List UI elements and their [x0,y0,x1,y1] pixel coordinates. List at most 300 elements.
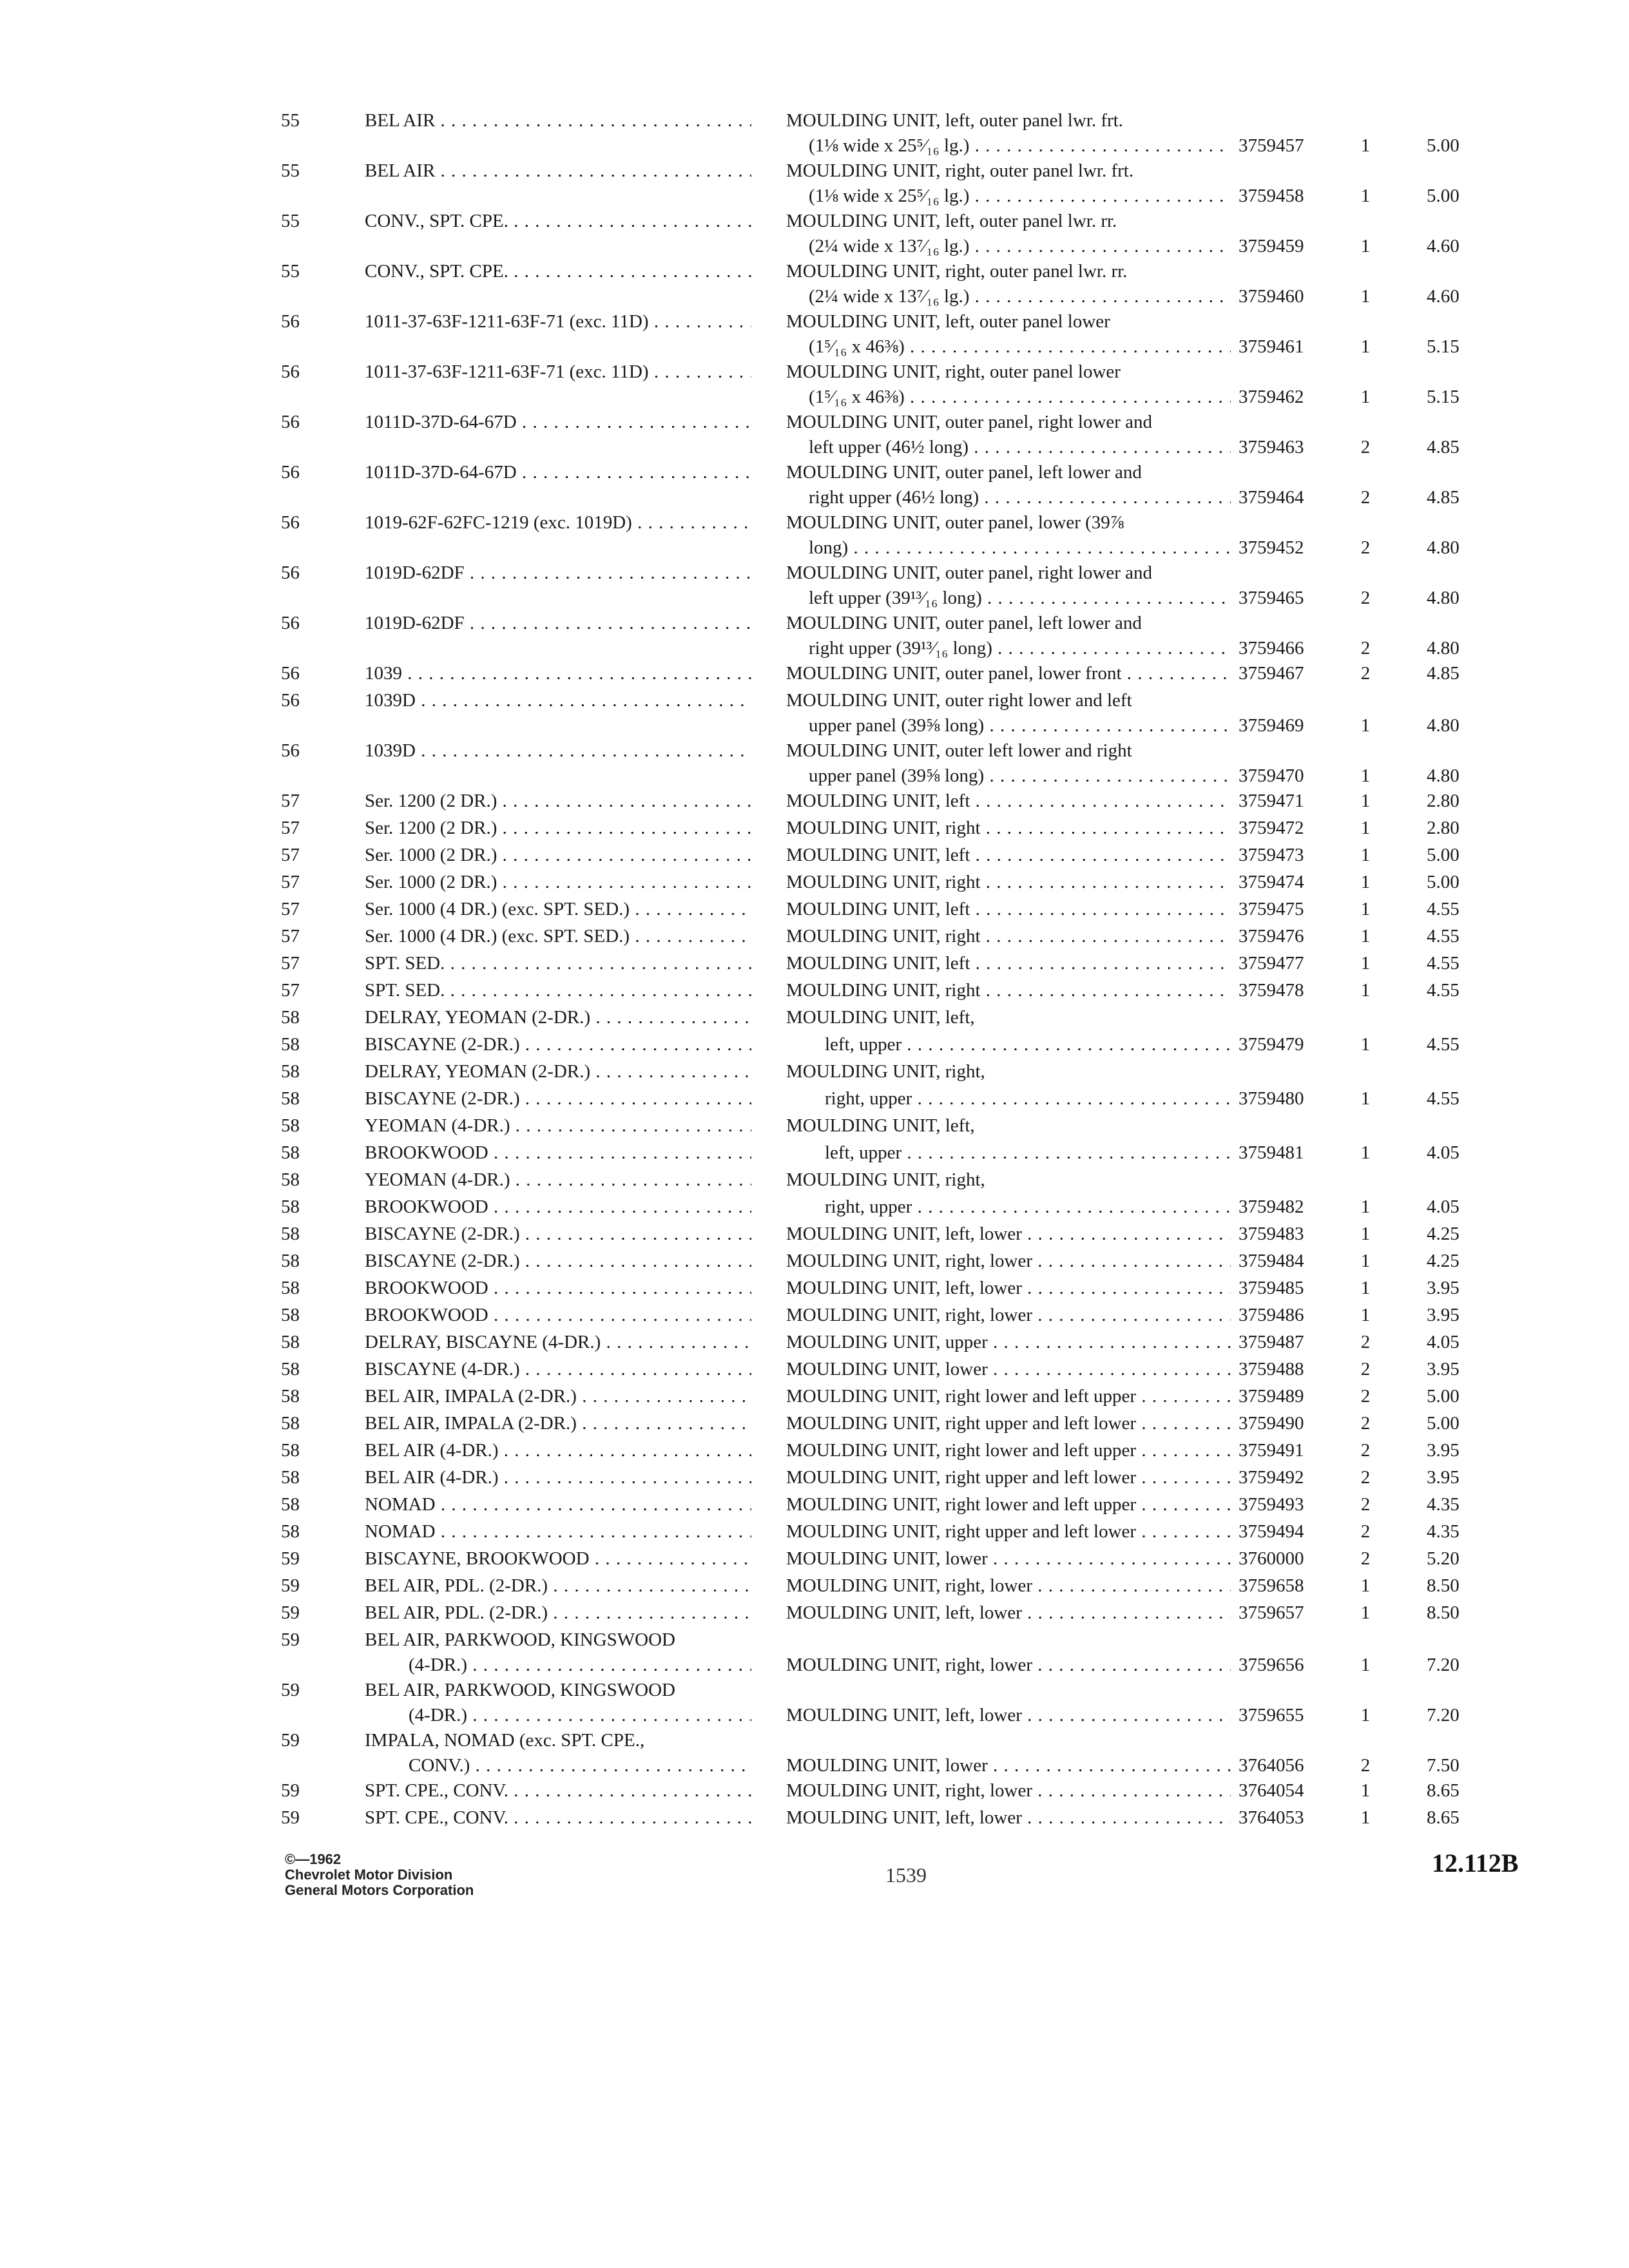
model-cell [365,1411,751,1436]
description-text: long) [809,537,849,558]
model-text: 1039D [365,740,416,761]
description-text: MOULDING UNIT, right, [786,1061,985,1082]
part-number: 3759472 [1239,818,1304,838]
model-year: 58 [281,1034,300,1055]
table-row [0,1113,1629,1140]
catalog-code: 12.112B [1432,1849,1519,1878]
model-year: 58 [281,1305,300,1325]
quantity: 2 [1360,487,1371,508]
model-cell [365,1113,751,1139]
division-line: Chevrolet Motor Division [285,1867,453,1883]
model-cell [365,108,751,133]
table-row [0,897,1629,924]
description-cell [786,1678,1231,1728]
model-year: 58 [281,1494,300,1515]
model-cell [365,951,751,976]
model-cell [365,1678,751,1728]
model-cell [365,1465,751,1490]
price: 2.80 [1427,791,1460,811]
description-text: MOULDING UNIT, left, lower [786,1224,1022,1244]
description-text: MOULDING UNIT, outer panel, lower (39⅞ [786,512,1124,533]
model-cell [365,209,751,234]
quantity: 1 [1360,845,1371,865]
table-row [0,661,1629,688]
description-cell [786,159,1231,209]
part-number: 3759483 [1239,1224,1304,1244]
part-number: 3759492 [1239,1467,1304,1488]
model-cell [365,259,751,284]
part-number: 3764053 [1239,1807,1304,1828]
model-text: BEL AIR [365,110,436,131]
price: 4.05 [1427,1196,1460,1217]
part-number: 3759464 [1239,487,1304,508]
part-number: 3759655 [1239,1705,1304,1725]
description-text: MOULDING UNIT, left, lower [786,1807,1022,1828]
model-year: 58 [281,1413,300,1434]
part-number: 3759460 [1239,286,1304,307]
price: 4.55 [1427,980,1460,1001]
price: 4.60 [1427,236,1460,256]
quantity: 2 [1360,588,1371,608]
description-text: MOULDING UNIT, right [786,818,981,838]
price: 3.95 [1427,1440,1460,1461]
model-text: BEL AIR, PDL. (2-DR.) [365,1575,548,1596]
part-number: 3760000 [1239,1548,1304,1569]
model-cell [365,1546,751,1571]
description-text: left, upper [825,1142,902,1163]
model-year: 58 [281,1386,300,1407]
quantity: 2 [1360,1548,1371,1569]
description-cell [786,1465,1231,1490]
model-year: 55 [281,110,300,131]
table-row [0,1032,1629,1059]
description-text: MOULDING UNIT, right, lower [786,1305,1033,1325]
price: 3.95 [1427,1467,1460,1488]
model-cell [365,1059,751,1084]
description-cell [786,1059,1231,1084]
model-cell [365,1303,751,1328]
description-cell [786,309,1231,360]
part-number: 3759494 [1239,1521,1304,1542]
description-text: MOULDING UNIT, right lower and left upper [786,1440,1137,1461]
model-year: 56 [281,412,300,432]
model-year: 57 [281,953,300,974]
model-cell [365,1573,751,1599]
model-year: 59 [281,1548,300,1569]
model-year: 56 [281,361,300,382]
model-text: BISCAYNE (2-DR.) [365,1088,520,1109]
quantity: 2 [1360,1359,1371,1379]
table-row [0,611,1629,661]
quantity: 1 [1360,1305,1371,1325]
model-text: DELRAY, BISCAYNE (4-DR.) [365,1332,601,1352]
price: 8.50 [1427,1575,1460,1596]
description-cell [786,1113,1231,1139]
quantity: 1 [1360,1705,1371,1725]
price: 2.80 [1427,818,1460,838]
part-number: 3759465 [1239,588,1304,608]
quantity: 1 [1360,236,1371,256]
model-text: BEL AIR, PARKWOOD, KINGSWOOD [365,1680,675,1700]
description-cell [786,611,1231,661]
description-cell [786,1195,1231,1220]
description-cell [786,1032,1231,1057]
description-text: MOULDING UNIT, right, lower [786,1655,1033,1675]
quantity: 2 [1360,1440,1371,1461]
model-year: 56 [281,663,300,684]
quantity: 2 [1360,437,1371,457]
model-year: 55 [281,261,300,282]
part-number: 3759480 [1239,1088,1304,1109]
model-text: BEL AIR, IMPALA (2-DR.) [365,1386,577,1407]
model-text: (4-DR.) [409,1655,468,1675]
model-text: CONV., SPT. CPE. [365,211,508,231]
price: 7.20 [1427,1655,1460,1675]
quantity: 1 [1360,926,1371,947]
table-row [0,1628,1629,1678]
model-year: 57 [281,899,300,919]
description-text: MOULDING UNIT, right, lower [786,1780,1033,1801]
part-number: 3759457 [1239,135,1304,156]
model-cell [365,688,751,713]
description-text: MOULDING UNIT, left [786,953,970,974]
model-year: 57 [281,791,300,811]
description-text: MOULDING UNIT, left [786,899,970,919]
model-text: BROOKWOOD [365,1142,488,1163]
model-cell [365,1628,751,1678]
description-cell [786,1249,1231,1274]
model-year: 58 [281,1224,300,1244]
quantity: 2 [1360,663,1371,684]
quantity: 2 [1360,1332,1371,1352]
quantity: 2 [1360,1755,1371,1776]
table-row [0,1678,1629,1728]
description-text: right upper (39¹³⁄₁₆ long) [809,638,992,658]
price: 4.80 [1427,638,1460,658]
description-cell [786,1778,1231,1803]
model-year: 58 [281,1007,300,1028]
part-number: 3759459 [1239,236,1304,256]
price: 4.85 [1427,437,1460,457]
model-year: 58 [281,1115,300,1136]
quantity: 1 [1360,186,1371,206]
model-cell [365,1032,751,1057]
model-year: 55 [281,211,300,231]
table-row [0,1195,1629,1222]
description-text: MOULDING UNIT, left [786,845,970,865]
description-cell [786,1384,1231,1409]
table-row [0,843,1629,870]
description-cell [786,843,1231,868]
model-text: Ser. 1000 (2 DR.) [365,845,497,865]
quantity: 1 [1360,1807,1371,1828]
model-text: BROOKWOOD [365,1196,488,1217]
model-text: 1039D [365,690,416,711]
model-year: 58 [281,1278,300,1298]
description-text: MOULDING UNIT, lower [786,1548,988,1569]
price: 4.25 [1427,1224,1460,1244]
table-row [0,1805,1629,1832]
description-text: right upper (46½ long) [809,487,979,508]
model-text: SPT. CPE., CONV. [365,1780,508,1801]
price: 4.05 [1427,1142,1460,1163]
model-cell [365,410,751,435]
description-text: upper panel (39⅝ long) [809,715,985,736]
description-cell [786,410,1231,460]
part-number: 3759463 [1239,437,1304,457]
table-row [0,816,1629,843]
model-cell [365,611,751,636]
price: 4.55 [1427,1088,1460,1109]
model-cell [365,1728,751,1778]
table-row [0,1438,1629,1465]
part-number: 3759471 [1239,791,1304,811]
quantity: 1 [1360,791,1371,811]
description-text: right, upper [825,1196,912,1217]
description-text: MOULDING UNIT, left, outer panel lwr. frt. [786,110,1123,131]
model-year: 57 [281,980,300,1001]
description-cell [786,1005,1231,1030]
price: 3.95 [1427,1278,1460,1298]
description-cell [786,1168,1231,1193]
description-text: MOULDING UNIT, outer left lower and right [786,740,1132,761]
description-text: MOULDING UNIT, right, outer panel lwr. rr. [786,261,1128,282]
part-number: 3759657 [1239,1602,1304,1623]
quantity: 2 [1360,537,1371,558]
description-cell [786,897,1231,922]
model-cell [365,1384,751,1409]
part-number: 3759474 [1239,872,1304,892]
model-text: BEL AIR (4-DR.) [365,1440,499,1461]
description-text: MOULDING UNIT, right, lower [786,1575,1033,1596]
part-number: 3759466 [1239,638,1304,658]
model-cell [365,1438,751,1463]
model-year: 56 [281,311,300,332]
price: 4.35 [1427,1494,1460,1515]
table-row [0,1140,1629,1168]
table-row [0,978,1629,1005]
description-text: (1⁵⁄₁₆ x 46⅜) [809,336,905,357]
quantity: 2 [1360,1467,1371,1488]
price: 4.80 [1427,588,1460,608]
description-cell [786,1805,1231,1831]
part-number: 3759658 [1239,1575,1304,1596]
model-year: 59 [281,1807,300,1828]
model-cell [365,924,751,949]
table-row [0,1086,1629,1113]
description-cell [786,924,1231,949]
part-number: 3759461 [1239,336,1304,357]
model-cell [365,1519,751,1544]
part-number: 3759473 [1239,845,1304,865]
model-cell [365,360,751,385]
part-number: 3759478 [1239,980,1304,1001]
description-text: upper panel (39⅝ long) [809,765,985,786]
price: 4.85 [1427,487,1460,508]
description-cell [786,1303,1231,1328]
quantity: 1 [1360,872,1371,892]
table-row [0,1384,1629,1411]
description-text: MOULDING UNIT, right upper and left lower [786,1413,1137,1434]
description-cell [786,360,1231,410]
description-text: left, upper [825,1034,902,1055]
description-text: left upper (46½ long) [809,437,969,457]
model-text: DELRAY, YEOMAN (2-DR.) [365,1061,591,1082]
description-text: MOULDING UNIT, left [786,791,970,811]
part-number: 3759493 [1239,1494,1304,1515]
part-number: 3759491 [1239,1440,1304,1461]
model-cell [365,1492,751,1517]
model-year: 58 [281,1088,300,1109]
table-row [0,1276,1629,1303]
model-year: 59 [281,1602,300,1623]
model-text: Ser. 1000 (4 DR.) (exc. SPT. SED.) [365,926,630,947]
model-year: 57 [281,818,300,838]
description-cell [786,1628,1231,1678]
description-text: MOULDING UNIT, right, outer panel lower [786,361,1121,382]
model-text: Ser. 1200 (2 DR.) [365,818,497,838]
model-year: 58 [281,1251,300,1271]
description-text: MOULDING UNIT, left, outer panel lwr. rr. [786,211,1117,231]
quantity: 1 [1360,899,1371,919]
model-text: BEL AIR, PDL. (2-DR.) [365,1602,548,1623]
description-cell [786,661,1231,686]
quantity: 1 [1360,1575,1371,1596]
model-year: 56 [281,613,300,633]
page-number: 1539 [885,1863,927,1887]
price: 5.15 [1427,336,1460,357]
description-text: MOULDING UNIT, right lower and left upper [786,1494,1137,1515]
part-number: 3759452 [1239,537,1304,558]
table-row [0,309,1629,360]
price: 5.00 [1427,872,1460,892]
quantity: 1 [1360,1780,1371,1801]
description-text: MOULDING UNIT, outer panel, right lower and [786,412,1153,432]
description-cell [786,108,1231,159]
description-cell [786,1600,1231,1626]
model-cell [365,1249,751,1274]
description-text: MOULDING UNIT, outer panel, left lower and [786,613,1142,633]
part-number: 3759488 [1239,1359,1304,1379]
price: 3.95 [1427,1359,1460,1379]
model-year: 58 [281,1196,300,1217]
model-text: 1039 [365,663,402,684]
model-cell [365,1168,751,1193]
model-text: BEL AIR, IMPALA (2-DR.) [365,1413,577,1434]
table-row [0,1778,1629,1805]
table-row [0,159,1629,209]
price: 4.80 [1427,765,1460,786]
price: 5.20 [1427,1548,1460,1569]
model-cell [365,1140,751,1166]
description-cell [786,1330,1231,1355]
model-year: 58 [281,1467,300,1488]
quantity: 2 [1360,1413,1371,1434]
description-text: MOULDING UNIT, left, lower [786,1602,1022,1623]
model-text: BISCAYNE (2-DR.) [365,1251,520,1271]
price: 8.65 [1427,1780,1460,1801]
description-cell [786,1438,1231,1463]
part-number: 3759470 [1239,765,1304,786]
quantity: 1 [1360,1196,1371,1217]
description-text: MOULDING UNIT, left, lower [786,1705,1022,1725]
part-number: 3759490 [1239,1413,1304,1434]
description-cell [786,1573,1231,1599]
model-cell [365,159,751,184]
model-cell [365,1086,751,1111]
model-text: 1011D-37D-64-67D [365,412,517,432]
model-year: 57 [281,872,300,892]
model-cell [365,1330,751,1355]
corporation-line: General Motors Corporation [285,1882,474,1898]
model-cell [365,1195,751,1220]
price: 4.55 [1427,899,1460,919]
quantity: 1 [1360,953,1371,974]
publisher-footer [285,1852,474,1898]
model-text: NOMAD [365,1494,436,1515]
model-year: 59 [281,1730,300,1751]
description-text: MOULDING UNIT, right, outer panel lwr. frt. [786,160,1134,181]
table-row [0,1600,1629,1628]
model-text: BEL AIR [365,160,436,181]
model-cell [365,978,751,1003]
quantity: 1 [1360,1655,1371,1675]
model-text: DELRAY, YEOMAN (2-DR.) [365,1007,591,1028]
table-row [0,1465,1629,1492]
description-cell [786,978,1231,1003]
description-text: MOULDING UNIT, right [786,872,981,892]
model-year: 59 [281,1575,300,1596]
description-cell [786,510,1231,561]
description-text: MOULDING UNIT, right, [786,1169,985,1190]
model-year: 59 [281,1680,300,1700]
price: 4.25 [1427,1251,1460,1271]
table-row [0,1222,1629,1249]
description-text: MOULDING UNIT, outer right lower and left [786,690,1132,711]
description-cell [786,1086,1231,1111]
table-row [0,460,1629,510]
model-year: 58 [281,1440,300,1461]
price: 5.00 [1427,845,1460,865]
table-row [0,510,1629,561]
description-text: left upper (39¹³⁄₁₆ long) [809,588,982,608]
model-text: (4-DR.) [409,1705,468,1725]
description-cell [786,870,1231,895]
model-cell [365,738,751,764]
model-text: NOMAD [365,1521,436,1542]
description-text: MOULDING UNIT, right upper and left lower [786,1521,1137,1542]
description-cell [786,209,1231,259]
table-row [0,1492,1629,1519]
description-text: MOULDING UNIT, outer panel, right lower and [786,562,1153,583]
model-text: SPT. SED. [365,980,445,1001]
table-row [0,1249,1629,1276]
price: 4.55 [1427,926,1460,947]
model-cell [365,816,751,841]
part-number: 3759476 [1239,926,1304,947]
price: 5.00 [1427,186,1460,206]
part-number: 3764056 [1239,1755,1304,1776]
model-cell [365,1276,751,1301]
price: 3.95 [1427,1305,1460,1325]
price: 4.80 [1427,715,1460,736]
part-number: 3759467 [1239,663,1304,684]
model-cell [365,843,751,868]
table-row [0,259,1629,309]
table-row [0,1546,1629,1573]
description-cell [786,738,1231,789]
description-text: MOULDING UNIT, right [786,926,981,947]
